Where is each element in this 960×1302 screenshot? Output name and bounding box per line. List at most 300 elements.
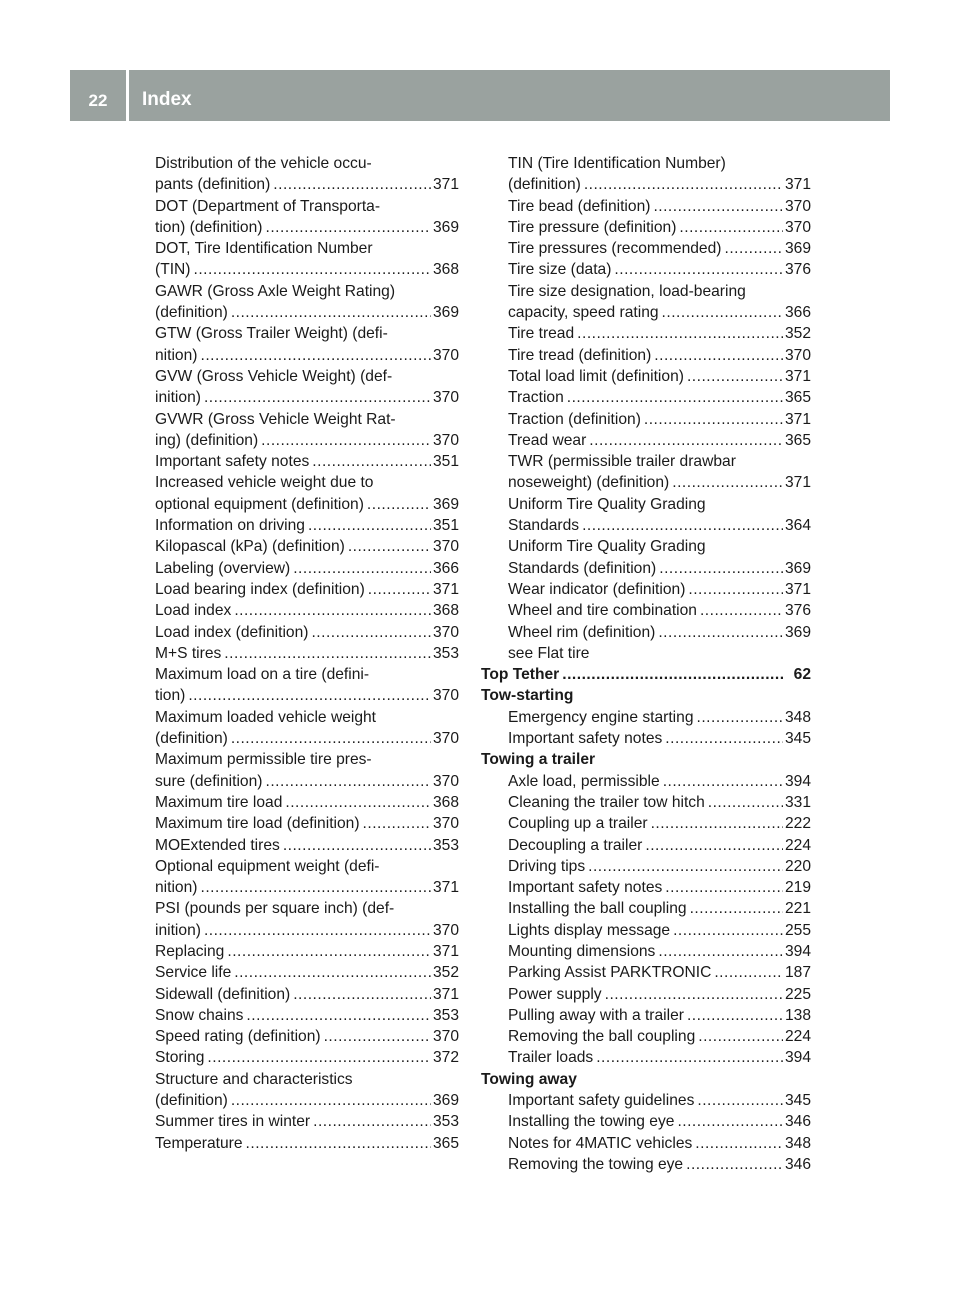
dot-leader: [662, 728, 783, 749]
index-entry: [155, 281, 459, 302]
index-entry: [481, 1026, 811, 1047]
page-reference: 224: [784, 836, 811, 854]
page-reference: 369: [432, 1092, 459, 1110]
entry-text: Structure and characteristics: [155, 1070, 353, 1088]
page-reference: 394: [784, 1049, 811, 1067]
entry-text: Driving tips: [508, 857, 586, 875]
index-entry: [481, 941, 811, 962]
page-header: [70, 70, 890, 121]
entry-text: noseweight) (definition): [508, 474, 670, 492]
index-entry: [155, 749, 459, 770]
entry-text: inition): [155, 389, 201, 407]
index-entry: [481, 1154, 811, 1175]
index-entry: [481, 345, 811, 366]
page-reference: 352: [432, 964, 459, 982]
page-reference: 225: [784, 985, 811, 1003]
page-reference: 368: [432, 602, 459, 620]
entry-text: Labeling (overview): [155, 559, 291, 577]
dot-leader: [228, 1090, 431, 1111]
page-reference: 371: [784, 176, 811, 194]
index-entry: [155, 1133, 459, 1154]
index-entry: [155, 877, 459, 898]
entry-text: capacity, speed rating: [508, 304, 659, 322]
page-reference: 371: [784, 410, 811, 428]
page-reference: 370: [432, 772, 459, 790]
page-reference: 345: [784, 1092, 811, 1110]
entry-text: Maximum permissible tire pres-: [155, 751, 372, 769]
index-entry: [481, 196, 811, 217]
page-reference: 220: [784, 857, 811, 875]
index-entry: [481, 835, 811, 856]
dot-leader: [694, 1090, 783, 1111]
entry-text: Maximum loaded vehicle weight: [155, 708, 377, 726]
entry-text: Kilopascal (kPa) (definition): [155, 538, 345, 556]
entry-text: GVW (Gross Vehicle Weight) (def-: [155, 367, 393, 385]
page-reference: 369: [784, 623, 811, 641]
dot-leader: [660, 771, 783, 792]
entry-text: Sidewall (definition): [155, 985, 291, 1003]
dot-leader: [197, 877, 431, 898]
index-entry: [155, 920, 459, 941]
index-entry: [481, 323, 811, 344]
page-reference: 366: [784, 304, 811, 322]
entry-text: Traction (definition): [508, 410, 641, 428]
index-entry: [481, 728, 811, 749]
dot-leader: [231, 962, 431, 983]
page-reference: 394: [784, 772, 811, 790]
entry-text: sure (definition): [155, 772, 263, 790]
dot-leader: [662, 877, 783, 898]
entry-text: TWR (permissible trailer drawbar: [508, 453, 736, 471]
page-reference: 369: [784, 240, 811, 258]
entry-text: Maximum load on a tire (defini-: [155, 666, 370, 684]
page-reference: 371: [432, 176, 459, 194]
entry-text: pants (definition): [155, 176, 271, 194]
page-reference: 364: [784, 517, 811, 535]
entry-text: Wear indicator (definition): [508, 580, 686, 598]
page-reference: 348: [784, 708, 811, 726]
dot-leader: [365, 579, 431, 600]
index-entry: [155, 685, 459, 706]
index-entry: [155, 1026, 459, 1047]
index-entry: [155, 984, 459, 1005]
dot-leader: [655, 622, 783, 643]
entry-text: Pulling away with a trailer: [508, 1006, 684, 1024]
entry-text: Tire pressure (definition): [508, 218, 677, 236]
index-entry: [481, 962, 811, 983]
page-reference: 365: [784, 389, 811, 407]
page-reference: 370: [784, 197, 811, 215]
index-entry: [481, 707, 811, 728]
entry-text: Load bearing index (definition): [155, 580, 365, 598]
index-entry: [481, 1090, 811, 1111]
index-entry: [155, 664, 459, 685]
index-entry: [481, 579, 811, 600]
dot-leader: [721, 238, 783, 259]
index-heading: [481, 664, 811, 685]
entry-text: Tire bead (definition): [508, 197, 651, 215]
page-reference: 370: [432, 687, 459, 705]
entry-text: Important safety guidelines: [508, 1092, 695, 1110]
entry-text: Tire pressures (recommended): [508, 240, 722, 258]
index-entry: [481, 877, 811, 898]
index-entry: [481, 238, 811, 259]
entry-text: Replacing: [155, 942, 225, 960]
entry-text: Cleaning the trailer tow hitch: [508, 793, 705, 811]
page-reference: 370: [432, 346, 459, 364]
index-entry: [155, 1111, 459, 1132]
dot-leader: [650, 196, 783, 217]
index-entry: [481, 494, 811, 515]
dot-leader: [602, 984, 783, 1005]
index-entry: [155, 451, 459, 472]
index-entry: [155, 856, 459, 877]
index-entry: [155, 792, 459, 813]
index-entry: [155, 558, 459, 579]
entry-text: Installing the towing eye: [508, 1113, 675, 1131]
page-reference: 365: [784, 431, 811, 449]
dot-leader: [611, 259, 783, 280]
index-entry: [155, 728, 459, 749]
index-entry: [155, 1005, 459, 1026]
index-entry: [481, 174, 811, 195]
index-entry: [481, 898, 811, 919]
page-reference: 353: [432, 1006, 459, 1024]
entry-text: Tire size designation, load-bearing: [508, 282, 746, 300]
dot-leader: [692, 1133, 783, 1154]
dot-leader: [282, 792, 431, 813]
index-entry: [155, 217, 459, 238]
index-entry: [481, 259, 811, 280]
index-entry: [481, 920, 811, 941]
index-entry: [155, 409, 459, 430]
dot-leader: [201, 920, 431, 941]
entry-text: Tire tread: [508, 325, 575, 343]
index-entry: [155, 1069, 459, 1090]
dot-leader: [656, 558, 783, 579]
entry-text: Important safety notes: [508, 879, 663, 897]
index-entry: [155, 196, 459, 217]
entry-text: Axle load, permissible: [508, 772, 660, 790]
page-reference: 371: [784, 580, 811, 598]
page-reference: 224: [784, 1028, 811, 1046]
index-entry: [155, 515, 459, 536]
index-entry: [481, 792, 811, 813]
dot-leader: [228, 728, 431, 749]
index-column-left: [155, 153, 459, 1154]
dot-leader: [685, 579, 783, 600]
entry-text: Mounting dimensions: [508, 942, 656, 960]
entry-text: Removing the towing eye: [508, 1155, 684, 1173]
entry-text: Top Tether: [481, 666, 560, 684]
entry-text: optional equipment (definition): [155, 495, 364, 513]
dot-leader: [204, 1047, 431, 1068]
dot-leader: [697, 600, 783, 621]
index-entry: [481, 366, 811, 387]
index-entry: [155, 238, 459, 259]
entry-text: Traction: [508, 389, 564, 407]
entry-text: Installing the ball coupling: [508, 900, 687, 918]
dot-leader: [360, 813, 431, 834]
index-entry: [155, 622, 459, 643]
page-reference: 222: [784, 815, 811, 833]
index-entry: [481, 856, 811, 877]
index-heading: [481, 749, 811, 770]
page-reference: 371: [432, 879, 459, 897]
page-reference: 353: [432, 836, 459, 854]
index-entry: [481, 472, 811, 493]
index-entry: [481, 600, 811, 621]
page-reference: 371: [432, 942, 459, 960]
index-entry: [481, 984, 811, 1005]
dot-leader: [308, 622, 431, 643]
entry-text: Maximum tire load (definition): [155, 815, 360, 833]
index-entry: [481, 771, 811, 792]
index-entry: [155, 898, 459, 919]
entry-text: PSI (pounds per square inch) (def-: [155, 900, 395, 918]
entry-text: Load index (definition): [155, 623, 309, 641]
entry-text: Towing away: [481, 1070, 577, 1088]
dot-leader: [659, 302, 783, 323]
entry-text: Temperature: [155, 1134, 243, 1152]
dot-leader: [345, 536, 431, 557]
entry-text: TIN (Tire Identification Number): [508, 155, 726, 172]
entry-text: (definition): [155, 304, 228, 322]
entry-text: GTW (Gross Trailer Weight) (defi-: [155, 325, 388, 343]
dot-leader: [243, 1005, 431, 1026]
index-entry: [481, 302, 811, 323]
index-entry: [481, 430, 811, 451]
entry-text: Removing the ball coupling: [508, 1028, 696, 1046]
dot-leader: [655, 941, 783, 962]
dot-leader: [191, 259, 431, 280]
page-reference: 376: [784, 602, 811, 620]
dot-leader: [585, 856, 783, 877]
page-reference: 369: [784, 559, 811, 577]
dot-leader: [711, 962, 783, 983]
page-reference: 351: [432, 453, 459, 471]
index-entry: [481, 1133, 811, 1154]
entry-text: Emergency engine starting: [508, 708, 694, 726]
entry-text: Tow-starting: [481, 687, 574, 705]
index-entry: [481, 622, 811, 643]
page-reference: 370: [784, 346, 811, 364]
dot-leader: [185, 685, 431, 706]
page-reference: 369: [432, 218, 459, 236]
index-entry: [481, 387, 811, 408]
entry-text: Distribution of the vehicle occu-: [155, 155, 372, 172]
index-entry: [155, 813, 459, 834]
entry-text: Information on driving: [155, 517, 305, 535]
entry-text: (definition): [155, 730, 228, 748]
index-entry: [155, 174, 459, 195]
page-reference: 370: [432, 623, 459, 641]
dot-leader: [695, 1026, 783, 1047]
page-reference: 368: [432, 793, 459, 811]
page-reference: 366: [432, 559, 459, 577]
entry-text: DOT, Tire Identification Number: [155, 240, 373, 258]
dot-leader: [684, 1005, 783, 1026]
entry-text: tion): [155, 687, 186, 705]
index-entry: [155, 536, 459, 557]
index-entry: [155, 643, 459, 664]
entry-text: Storing: [155, 1049, 205, 1067]
entry-text: tion) (definition): [155, 218, 263, 236]
index-entry: [155, 345, 459, 366]
entry-text: nition): [155, 879, 198, 897]
entry-text: Parking Assist PARKTRONIC: [508, 964, 712, 982]
page-reference: 370: [432, 389, 459, 407]
page-reference: 371: [432, 580, 459, 598]
page-reference: 372: [432, 1049, 459, 1067]
dot-leader: [648, 813, 783, 834]
index-heading: [481, 1069, 811, 1090]
index-entry: [481, 281, 811, 302]
index-entry: [155, 472, 459, 493]
dot-leader: [705, 792, 783, 813]
dot-leader: [579, 515, 783, 536]
page-reference: 371: [784, 474, 811, 492]
entry-text: Trailer loads: [508, 1049, 594, 1067]
entry-text: see Flat tire: [508, 644, 590, 662]
entry-text: Standards (definition): [508, 559, 657, 577]
section-title: Index: [142, 89, 192, 110]
page-reference: 370: [432, 921, 459, 939]
entry-text: Summer tires in winter: [155, 1113, 311, 1131]
entry-text: Snow chains: [155, 1006, 244, 1024]
entry-text: Important safety notes: [155, 453, 310, 471]
page-reference: 345: [784, 730, 811, 748]
entry-text: Uniform Tire Quality Grading: [508, 538, 706, 556]
entry-text: (TIN): [155, 261, 191, 279]
entry-text: GAWR (Gross Axle Weight Rating): [155, 282, 396, 300]
page-reference: 255: [784, 921, 811, 939]
entry-text: Power supply: [508, 985, 602, 1003]
page-reference: 138: [784, 1006, 811, 1024]
dot-leader: [221, 643, 431, 664]
index-entry: [155, 387, 459, 408]
entry-text: Service life: [155, 964, 232, 982]
index-entry: [481, 451, 811, 472]
page-reference: 346: [784, 1113, 811, 1131]
index-entry: [481, 1047, 811, 1068]
dot-leader: [228, 302, 431, 323]
entry-text: Tire tread (definition): [508, 346, 652, 364]
entry-text: Uniform Tire Quality Grading: [508, 495, 706, 513]
entry-text: Total load limit (definition): [508, 367, 684, 385]
entry-text: Optional equipment weight (defi-: [155, 857, 380, 875]
index-entry: [481, 643, 811, 664]
index-entry: [155, 494, 459, 515]
entry-text: Tire size (data): [508, 261, 612, 279]
page-reference: 348: [784, 1134, 811, 1152]
index-entry: [481, 515, 811, 536]
page-reference: 187: [784, 964, 811, 982]
index-entry: [155, 302, 459, 323]
dot-leader: [669, 472, 783, 493]
index-entry: [155, 366, 459, 387]
entry-text: Standards: [508, 517, 580, 535]
dot-leader: [586, 430, 783, 451]
dot-leader: [310, 1111, 431, 1132]
dot-leader: [321, 1026, 431, 1047]
page-reference: 394: [784, 942, 811, 960]
dot-leader: [231, 600, 431, 621]
entry-text: Towing a trailer: [481, 751, 596, 769]
index-entry: [481, 558, 811, 579]
index-entry: [155, 600, 459, 621]
dot-leader: [651, 345, 783, 366]
page-reference: 353: [432, 644, 459, 662]
dot-leader: [305, 515, 431, 536]
entry-text: Increased vehicle weight due to: [155, 474, 374, 492]
page-number: 22: [88, 91, 108, 110]
index-entry: [155, 707, 459, 728]
entry-text: Tread wear: [508, 431, 587, 449]
index-entry: [481, 153, 811, 174]
index-entry: [155, 430, 459, 451]
dot-leader: [574, 323, 783, 344]
page-reference: 221: [784, 900, 811, 918]
page-reference: 331: [784, 793, 811, 811]
page-reference: 371: [432, 985, 459, 1003]
dot-leader: [262, 771, 431, 792]
entry-text: Notes for 4MATIC vehicles: [508, 1134, 693, 1152]
page-reference: 368: [432, 261, 459, 279]
dot-leader: [197, 345, 431, 366]
entry-text: GVWR (Gross Vehicle Weight Rat-: [155, 410, 396, 428]
index-column-right: [481, 153, 811, 1175]
dot-leader: [694, 707, 784, 728]
entry-text: Wheel rim (definition): [508, 623, 656, 641]
dot-leader: [270, 174, 431, 195]
page-reference: 369: [432, 495, 459, 513]
page-reference: 370: [432, 538, 459, 556]
dot-leader: [593, 1047, 783, 1068]
entry-text: (definition): [508, 176, 581, 194]
page-reference: 62: [793, 666, 811, 684]
index-entry: [155, 153, 459, 174]
index-entry: [155, 962, 459, 983]
index-entry: [155, 941, 459, 962]
entry-text: inition): [155, 921, 201, 939]
page-reference: 365: [432, 1134, 459, 1152]
dot-leader: [243, 1133, 431, 1154]
index-entry: [481, 409, 811, 430]
page-reference: 351: [432, 517, 459, 535]
dot-leader: [683, 1154, 783, 1175]
dot-leader: [290, 984, 431, 1005]
page-reference: 219: [784, 879, 811, 897]
dot-leader: [258, 430, 431, 451]
page-reference: 370: [432, 1028, 459, 1046]
index-entry: [481, 1005, 811, 1026]
entry-text: Important safety notes: [508, 730, 663, 748]
entry-text: Lights display message: [508, 921, 671, 939]
entry-text: Maximum tire load: [155, 793, 283, 811]
index-entry: [155, 1047, 459, 1068]
page-reference: 370: [432, 730, 459, 748]
entry-text: (definition): [155, 1092, 228, 1110]
index-heading: [481, 685, 811, 706]
dot-leader: [670, 920, 783, 941]
dot-leader: [642, 835, 783, 856]
entry-text: M+S tires: [155, 644, 222, 662]
dot-leader: [290, 558, 431, 579]
dot-leader: [564, 387, 783, 408]
index-entry: [481, 813, 811, 834]
page-reference: 370: [432, 431, 459, 449]
